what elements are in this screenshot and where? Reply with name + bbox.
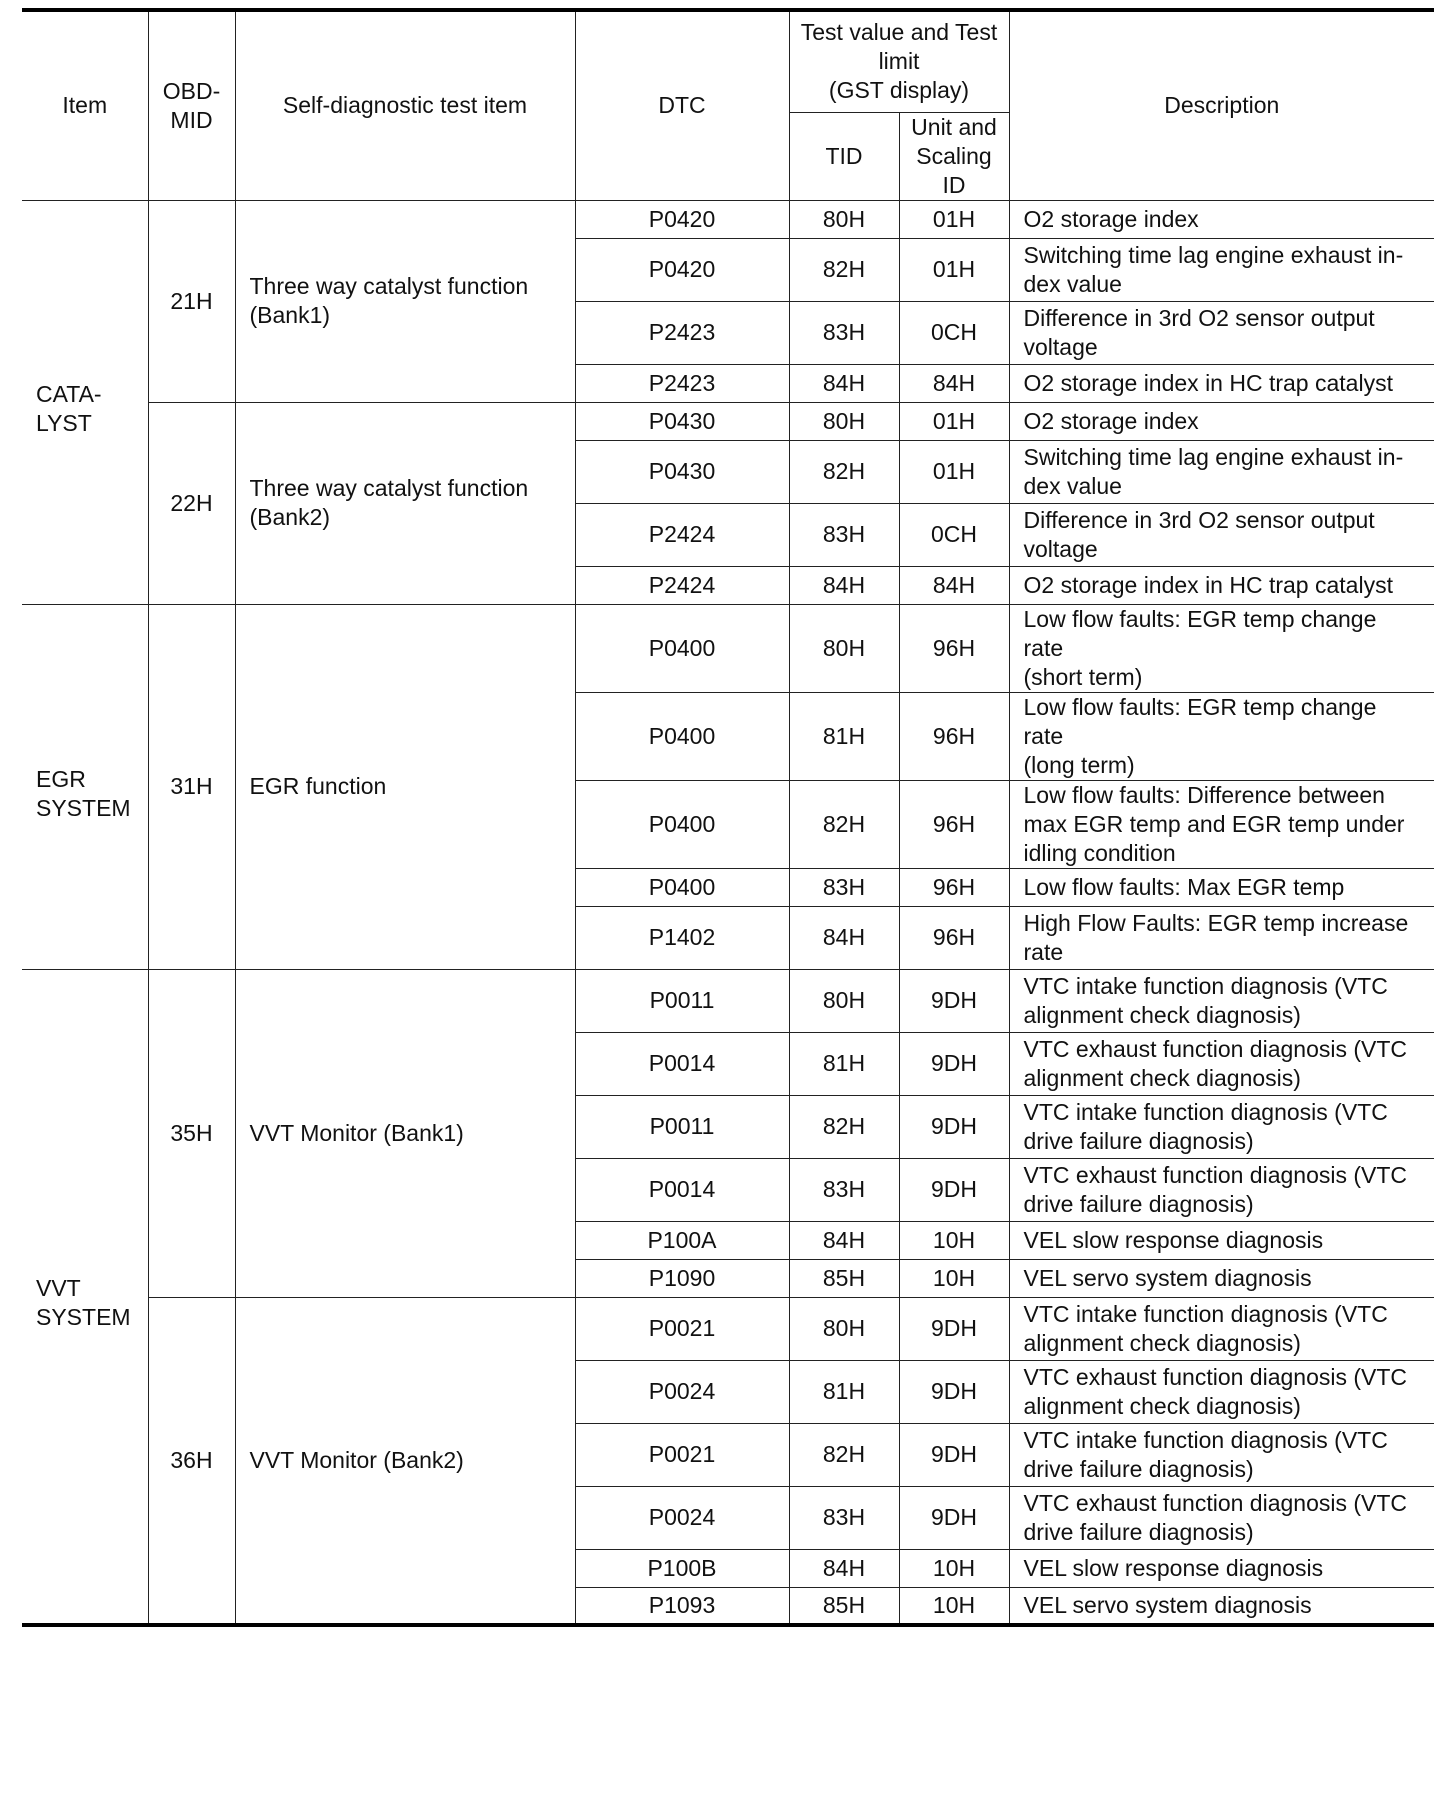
tid-cell: 80H bbox=[789, 402, 899, 440]
self-test-item-cell: Three way catalyst function (Bank2) bbox=[235, 402, 575, 604]
tid-cell: 82H bbox=[789, 440, 899, 503]
tid-cell: 80H bbox=[789, 969, 899, 1032]
tid-cell: 84H bbox=[789, 906, 899, 969]
unit-scaling-cell: 96H bbox=[899, 868, 1009, 906]
unit-scaling-cell: 10H bbox=[899, 1549, 1009, 1587]
header-self-test-item: Self-diagnostic test item bbox=[235, 10, 575, 200]
obd-mid-cell: 21H bbox=[148, 200, 235, 402]
item-cell: EGR SYSTEM bbox=[22, 604, 148, 969]
description-cell: VTC exhaust function diagnosis (VTC drive failure diagnosis) bbox=[1009, 1486, 1434, 1549]
tid-cell: 82H bbox=[789, 1423, 899, 1486]
obd-mid-cell: 35H bbox=[148, 969, 235, 1297]
description-cell: VTC exhaust function diagnosis (VTC drive failure diagnosis) bbox=[1009, 1158, 1434, 1221]
self-test-item-cell: EGR function bbox=[235, 604, 575, 969]
unit-scaling-cell: 9DH bbox=[899, 1486, 1009, 1549]
tid-cell: 84H bbox=[789, 364, 899, 402]
description-cell: O2 storage index in HC trap catalyst bbox=[1009, 566, 1434, 604]
unit-scaling-cell: 0CH bbox=[899, 503, 1009, 566]
unit-scaling-cell: 10H bbox=[899, 1221, 1009, 1259]
description-cell: VEL slow response diagnosis bbox=[1009, 1221, 1434, 1259]
dtc-cell: P0011 bbox=[575, 969, 789, 1032]
dtc-cell: P0014 bbox=[575, 1158, 789, 1221]
unit-scaling-cell: 9DH bbox=[899, 1032, 1009, 1095]
tid-cell: 85H bbox=[789, 1587, 899, 1625]
dtc-cell: P0430 bbox=[575, 402, 789, 440]
header-test-value: Test value and Test limit (GST display) bbox=[789, 10, 1009, 112]
description-cell: Switching time lag engine exhaust in- dex value bbox=[1009, 238, 1434, 301]
unit-scaling-cell: 96H bbox=[899, 906, 1009, 969]
table-row bbox=[22, 200, 1434, 238]
diagnostic-table bbox=[22, 8, 1434, 1627]
dtc-cell: P0024 bbox=[575, 1360, 789, 1423]
unit-scaling-cell: 9DH bbox=[899, 1158, 1009, 1221]
dtc-cell: P2423 bbox=[575, 364, 789, 402]
dtc-cell: P0420 bbox=[575, 200, 789, 238]
tid-cell: 82H bbox=[789, 780, 899, 868]
self-test-item-cell: VVT Monitor (Bank1) bbox=[235, 969, 575, 1297]
table-header bbox=[22, 10, 1434, 200]
dtc-cell: P2424 bbox=[575, 566, 789, 604]
table-row bbox=[22, 604, 1434, 692]
dtc-cell: P1402 bbox=[575, 906, 789, 969]
dtc-cell: P0021 bbox=[575, 1423, 789, 1486]
unit-scaling-cell: 96H bbox=[899, 780, 1009, 868]
unit-scaling-cell: 96H bbox=[899, 604, 1009, 692]
unit-scaling-cell: 10H bbox=[899, 1587, 1009, 1625]
self-test-item-cell: VVT Monitor (Bank2) bbox=[235, 1297, 575, 1625]
tid-cell: 83H bbox=[789, 301, 899, 364]
description-cell: Low flow faults: EGR temp change rate (short term) bbox=[1009, 604, 1434, 692]
unit-scaling-cell: 9DH bbox=[899, 1297, 1009, 1360]
description-cell: VTC intake function diagnosis (VTC alignment check diagnosis) bbox=[1009, 1297, 1434, 1360]
unit-scaling-cell: 10H bbox=[899, 1259, 1009, 1297]
tid-cell: 81H bbox=[789, 692, 899, 780]
unit-scaling-cell: 9DH bbox=[899, 969, 1009, 1032]
description-cell: VEL slow response diagnosis bbox=[1009, 1549, 1434, 1587]
header-obd-mid: OBD- MID bbox=[148, 10, 235, 200]
tid-cell: 84H bbox=[789, 1221, 899, 1259]
dtc-cell: P100B bbox=[575, 1549, 789, 1587]
dtc-cell: P0400 bbox=[575, 780, 789, 868]
table-row bbox=[22, 402, 1434, 440]
unit-scaling-cell: 84H bbox=[899, 364, 1009, 402]
description-cell: VTC intake function diagnosis (VTC alignment check diagnosis) bbox=[1009, 969, 1434, 1032]
dtc-cell: P0420 bbox=[575, 238, 789, 301]
unit-scaling-cell: 01H bbox=[899, 402, 1009, 440]
obd-mid-cell: 31H bbox=[148, 604, 235, 969]
dtc-cell: P1093 bbox=[575, 1587, 789, 1625]
tid-cell: 82H bbox=[789, 238, 899, 301]
table-row bbox=[22, 969, 1434, 1032]
dtc-cell: P0014 bbox=[575, 1032, 789, 1095]
item-cell: VVT SYSTEM bbox=[22, 969, 148, 1625]
description-cell: Difference in 3rd O2 sensor output voltage bbox=[1009, 301, 1434, 364]
unit-scaling-cell: 01H bbox=[899, 440, 1009, 503]
unit-scaling-cell: 9DH bbox=[899, 1095, 1009, 1158]
description-cell: Switching time lag engine exhaust in- dex value bbox=[1009, 440, 1434, 503]
dtc-cell: P0400 bbox=[575, 692, 789, 780]
dtc-cell: P0024 bbox=[575, 1486, 789, 1549]
description-cell: Low flow faults: Max EGR temp bbox=[1009, 868, 1434, 906]
tid-cell: 82H bbox=[789, 1095, 899, 1158]
header-dtc: DTC bbox=[575, 10, 789, 200]
tid-cell: 81H bbox=[789, 1032, 899, 1095]
dtc-cell: P0400 bbox=[575, 868, 789, 906]
description-cell: High Flow Faults: EGR temp increase rate bbox=[1009, 906, 1434, 969]
unit-scaling-cell: 01H bbox=[899, 238, 1009, 301]
description-cell: VEL servo system diagnosis bbox=[1009, 1587, 1434, 1625]
header-item: Item bbox=[22, 10, 148, 200]
tid-cell: 83H bbox=[789, 503, 899, 566]
header-description: Description bbox=[1009, 10, 1434, 200]
description-cell: O2 storage index bbox=[1009, 200, 1434, 238]
tid-cell: 85H bbox=[789, 1259, 899, 1297]
dtc-cell: P0011 bbox=[575, 1095, 789, 1158]
self-test-item-cell: Three way catalyst function (Bank1) bbox=[235, 200, 575, 402]
obd-mid-cell: 22H bbox=[148, 402, 235, 604]
tid-cell: 83H bbox=[789, 868, 899, 906]
unit-scaling-cell: 84H bbox=[899, 566, 1009, 604]
description-cell: VTC exhaust function diagnosis (VTC alignment check diagnosis) bbox=[1009, 1032, 1434, 1095]
description-cell: Low flow faults: Difference between max EGR temp and EGR temp under idling condition bbox=[1009, 780, 1434, 868]
description-cell: VTC exhaust function diagnosis (VTC alignment check diagnosis) bbox=[1009, 1360, 1434, 1423]
dtc-cell: P100A bbox=[575, 1221, 789, 1259]
tid-cell: 80H bbox=[789, 1297, 899, 1360]
unit-scaling-cell: 01H bbox=[899, 200, 1009, 238]
dtc-cell: P0021 bbox=[575, 1297, 789, 1360]
table-body bbox=[22, 200, 1434, 1625]
description-cell: O2 storage index in HC trap catalyst bbox=[1009, 364, 1434, 402]
description-cell: O2 storage index bbox=[1009, 402, 1434, 440]
description-cell: VTC intake function diagnosis (VTC drive failure diagnosis) bbox=[1009, 1423, 1434, 1486]
tid-cell: 81H bbox=[789, 1360, 899, 1423]
tid-cell: 80H bbox=[789, 200, 899, 238]
tid-cell: 84H bbox=[789, 1549, 899, 1587]
header-unit-scaling-id: Unit and Scaling ID bbox=[899, 112, 1009, 200]
header-tid: TID bbox=[789, 112, 899, 200]
tid-cell: 83H bbox=[789, 1158, 899, 1221]
dtc-cell: P2424 bbox=[575, 503, 789, 566]
dtc-cell: P0400 bbox=[575, 604, 789, 692]
unit-scaling-cell: 96H bbox=[899, 692, 1009, 780]
description-cell: Low flow faults: EGR temp change rate (long term) bbox=[1009, 692, 1434, 780]
item-cell: CATA- LYST bbox=[22, 200, 148, 604]
obd-mid-cell: 36H bbox=[148, 1297, 235, 1625]
dtc-cell: P2423 bbox=[575, 301, 789, 364]
description-cell: VEL servo system diagnosis bbox=[1009, 1259, 1434, 1297]
description-cell: Difference in 3rd O2 sensor output voltage bbox=[1009, 503, 1434, 566]
tid-cell: 84H bbox=[789, 566, 899, 604]
table-row bbox=[22, 1297, 1434, 1360]
unit-scaling-cell: 9DH bbox=[899, 1423, 1009, 1486]
unit-scaling-cell: 9DH bbox=[899, 1360, 1009, 1423]
tid-cell: 83H bbox=[789, 1486, 899, 1549]
unit-scaling-cell: 0CH bbox=[899, 301, 1009, 364]
description-cell: VTC intake function diagnosis (VTC drive failure diagnosis) bbox=[1009, 1095, 1434, 1158]
tid-cell: 80H bbox=[789, 604, 899, 692]
dtc-cell: P0430 bbox=[575, 440, 789, 503]
dtc-cell: P1090 bbox=[575, 1259, 789, 1297]
